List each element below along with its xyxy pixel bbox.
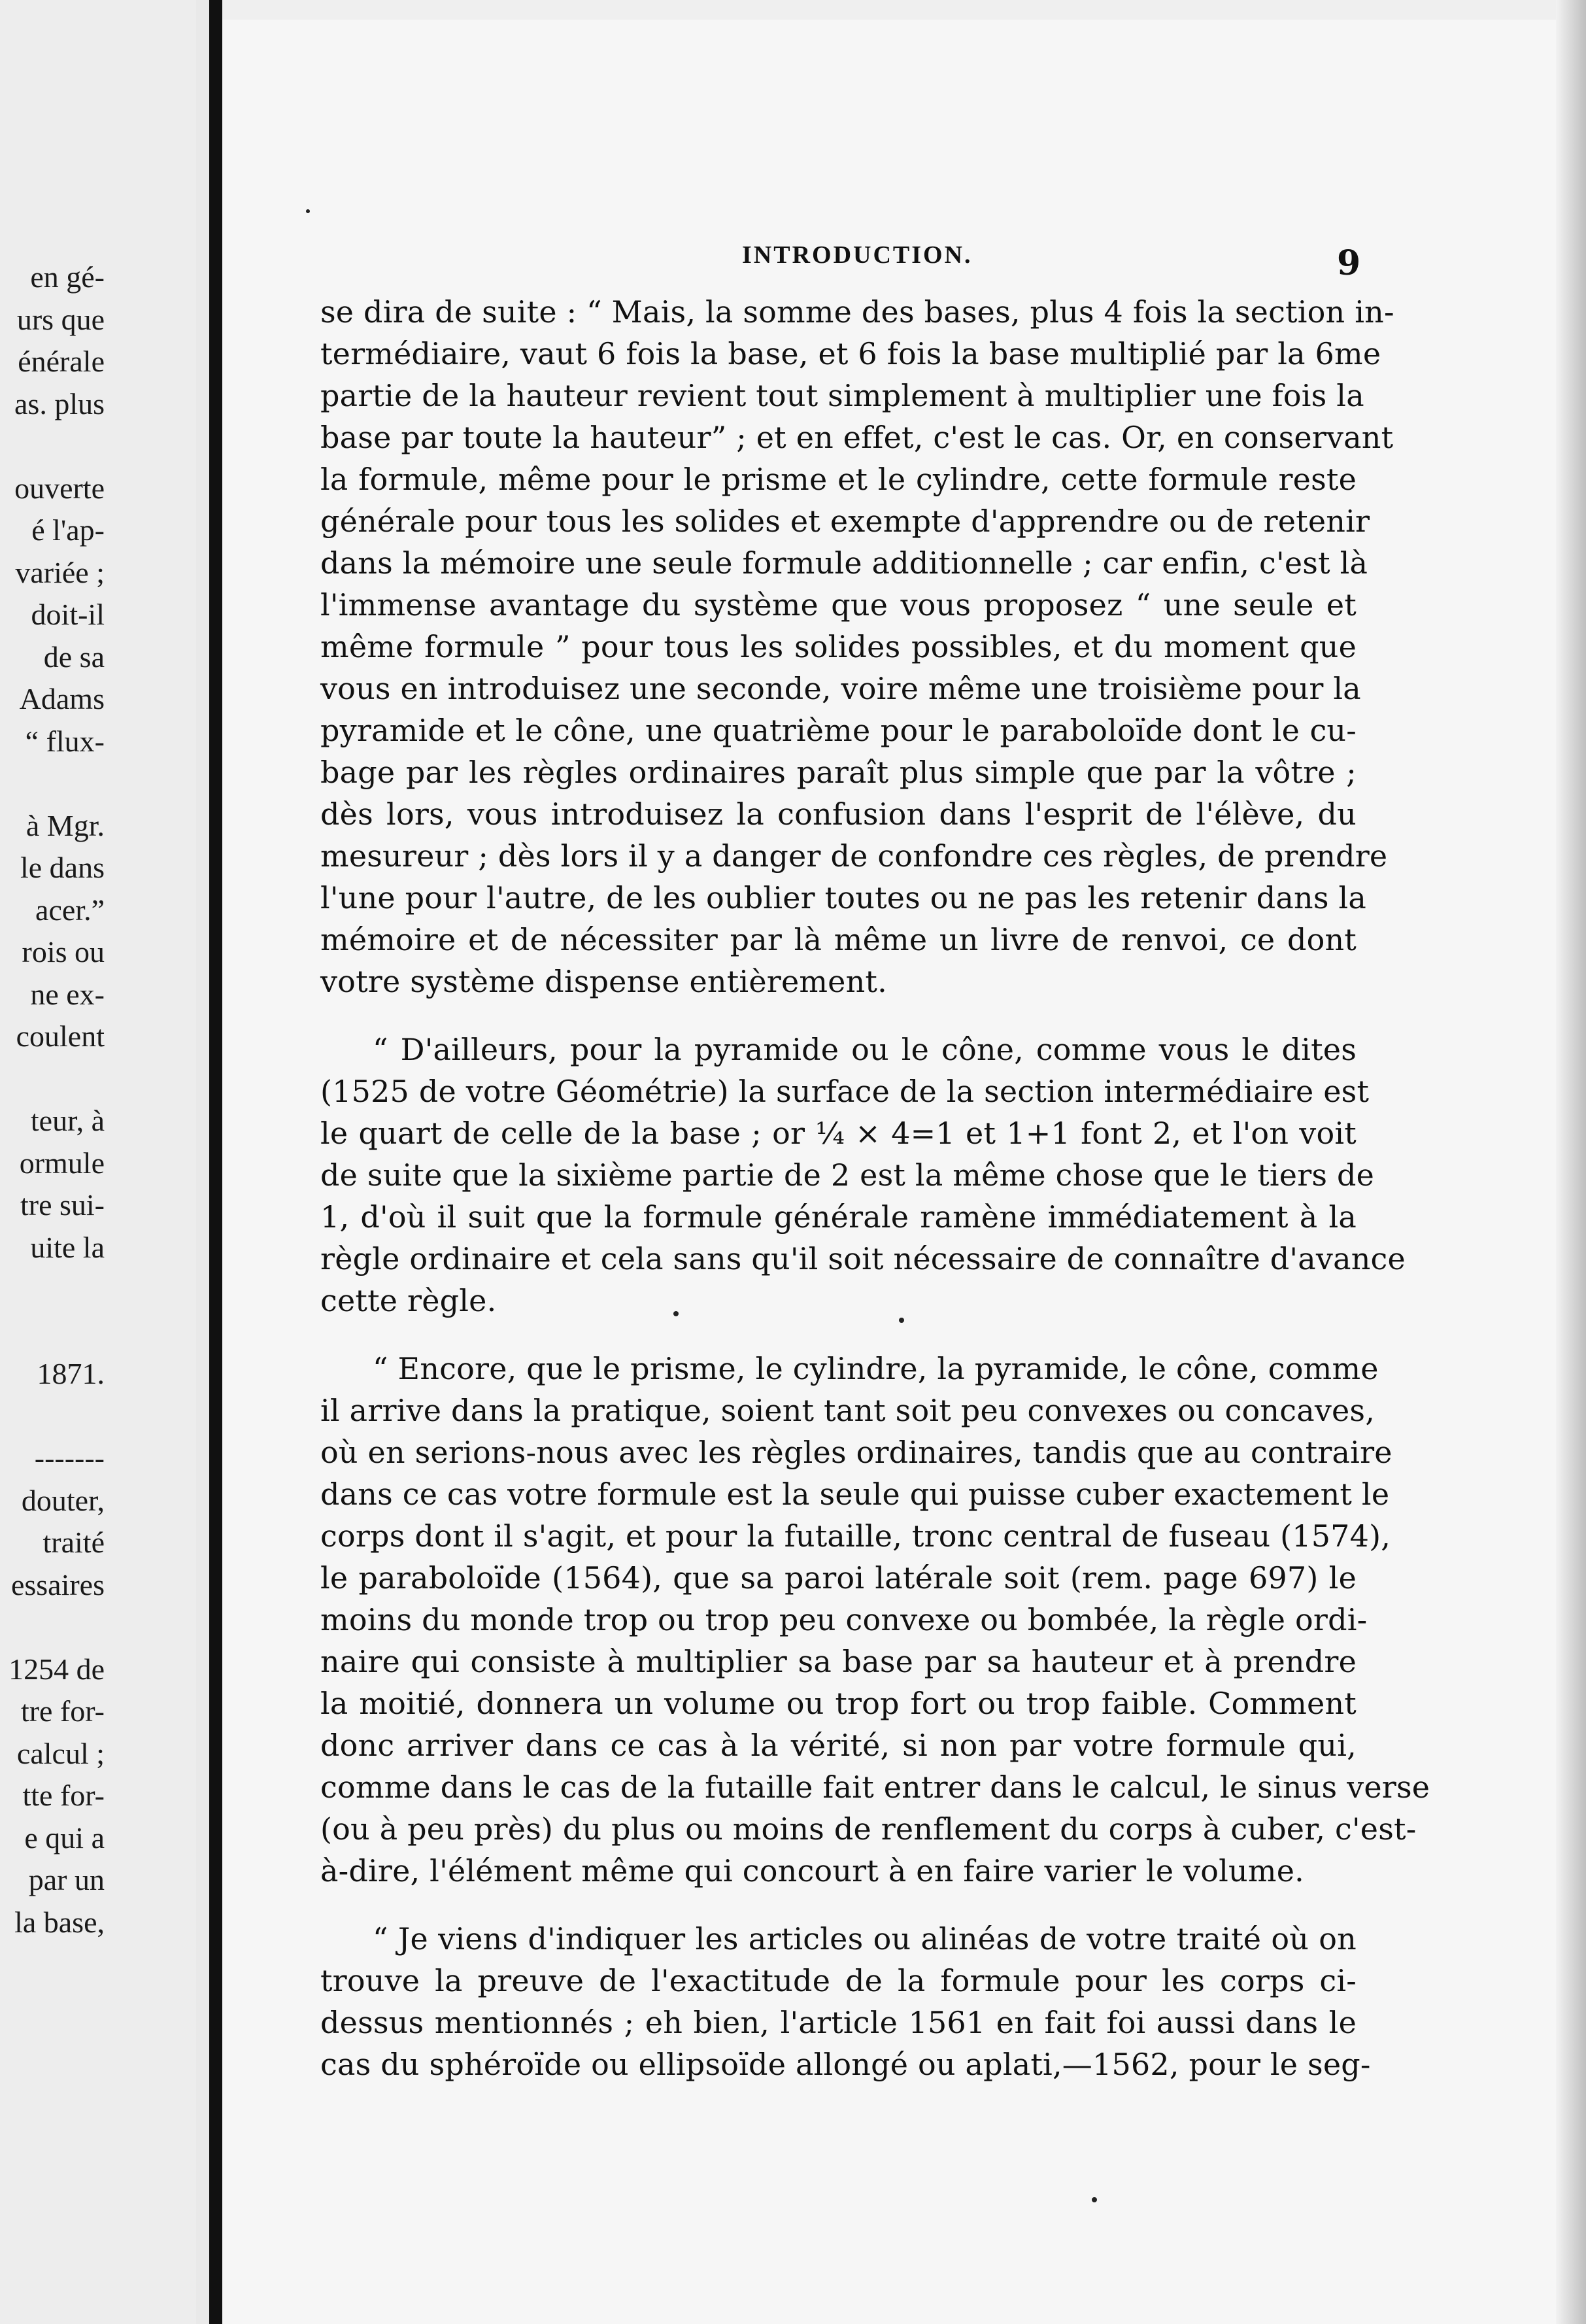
text-line: dans la mémoire une seule formule additionnelle ; car enfin, c'est là: [320, 545, 1368, 581]
ink-speck: [306, 209, 310, 213]
text-line: mesureur ; dès lors il y a danger de confondre ces règles, de prendre: [320, 838, 1388, 874]
prev-page-line: e qui a: [24, 1820, 105, 1854]
prev-page-line: teur, à: [30, 1104, 105, 1137]
prev-page-line: énérale: [18, 345, 105, 378]
prev-page-line: 1254 de: [8, 1652, 105, 1686]
prev-page-line: -------: [34, 1441, 105, 1475]
prev-page-line: 1871.: [37, 1357, 105, 1390]
prev-page-line: “ flux-: [25, 724, 105, 758]
prev-page-line: de sa: [43, 640, 105, 674]
text-line: cas du sphéroïde ou ellipsoïde allongé ou aplati,—1562, pour le seg-: [320, 2047, 1371, 2082]
text-line: où en serions-nous avec les règles ordinaires, tandis que au contraire: [320, 1435, 1392, 1470]
prev-page-line: traité: [42, 1526, 105, 1559]
text-line: naire qui consiste à multiplier sa base par sa hauteur et à prendre: [320, 1644, 1357, 1679]
text-line: corps dont il s'agit, et pour la futaille, tronc central de fuseau (1574),: [320, 1518, 1391, 1554]
prev-page-line: en gé-: [30, 260, 105, 294]
text-line: il arrive dans la pratique, soient tant soit peu convexes ou concaves,: [320, 1393, 1375, 1428]
book-spine-shadow: [209, 0, 222, 2324]
text-line: vous en introduisez une seconde, voire même une troisième pour la: [320, 671, 1361, 706]
text-line: générale pour tous les solides et exempte d'apprendre ou de retenir: [320, 504, 1370, 539]
text-line: le paraboloïde (1564), que sa paroi latérale soit (rem. page 697) le: [320, 1560, 1357, 1596]
ink-speck: [1092, 2197, 1097, 2202]
text-line: de suite que la sixième partie de 2 est la même chose que le tiers de: [320, 1157, 1375, 1193]
prev-page-line: à Mgr.: [25, 808, 105, 842]
text-line: la moitié, donnera un volume ou trop fort ou trop faible. Comment: [320, 1686, 1357, 1721]
text-line: votre système dispense entièrement.: [320, 964, 887, 999]
prev-page-line: calcul ;: [16, 1736, 105, 1770]
prev-page-line: ouverte: [14, 471, 105, 505]
prev-page-line: doit-il: [31, 598, 105, 631]
prev-page-line: as. plus: [14, 386, 105, 420]
text-line: pyramide et le cône, une quatrième pour le paraboloïde dont le cu-: [320, 713, 1357, 748]
text-line: dès lors, vous introduisez la confusion dans l'esprit de l'élève, du: [320, 796, 1357, 832]
prev-page-line: la base,: [14, 1905, 105, 1939]
paragraph: [320, 291, 1394, 1002]
text-line: base par toute la hauteur” ; et en effet, c'est le cas. Or, en conservant: [320, 420, 1394, 455]
text-line: (ou à peu près) du plus ou moins de renflement du corps à cuber, c'est-: [320, 1811, 1417, 1847]
text-line: l'une pour l'autre, de les oublier toutes ou ne pas les retenir dans la: [320, 880, 1367, 915]
text-line: se dira de suite : “ Mais, la somme des bases, plus 4 fois la section in-: [320, 294, 1394, 330]
page-edge: [1556, 0, 1586, 2324]
paragraph: [320, 1029, 1406, 1322]
prev-page-line: uite la: [30, 1230, 105, 1264]
prev-page-line: ormule: [19, 1146, 105, 1180]
text-line: l'immense avantage du système que vous proposez “ une seule et: [320, 587, 1357, 623]
paragraph: [320, 1918, 1371, 2085]
prev-page-line: urs que: [16, 302, 105, 336]
text-line: partie de la hauteur revient tout simplement à multiplier une fois la: [320, 378, 1364, 413]
ink-speck: [899, 1318, 904, 1323]
prev-page-line: tte for-: [22, 1779, 105, 1812]
ink-speck: [673, 1311, 679, 1316]
prev-page-line: rois ou: [22, 935, 105, 968]
prev-page-line: ne ex-: [30, 977, 105, 1011]
text-line: mémoire et de nécessiter par là même un livre de renvoi, ce dont: [320, 922, 1357, 957]
prev-page-line: coulent: [16, 1019, 105, 1053]
text-line: moins du monde trop ou trop peu convexe ou bombée, la règle ordi-: [320, 1602, 1368, 1637]
text-line: cette règle.: [320, 1283, 497, 1318]
prev-page-line: variée ;: [15, 555, 105, 589]
text-line: (1525 de votre Géométrie) la surface de la section intermédiaire est: [320, 1074, 1370, 1109]
text-line: “ D'ailleurs, pour la pyramide ou le cône, comme vous le dites: [373, 1032, 1357, 1067]
previous-page-fragment: [0, 0, 196, 2324]
running-head: INTRODUCTION.: [742, 241, 973, 269]
text-line: trouve la preuve de l'exactitude de la formule pour les corps ci-: [320, 1963, 1357, 1998]
text-line: dessus mentionnés ; eh bien, l'article 1561 en fait foi aussi dans le: [320, 2005, 1357, 2040]
text-line: termédiaire, vaut 6 fois la base, et 6 fois la base multiplié par la 6me: [320, 336, 1381, 371]
text-line: dans ce cas votre formule est la seule qui puisse cuber exactement le: [320, 1477, 1390, 1512]
paragraph: [320, 1348, 1430, 1892]
text-line: “ Je viens d'indiquer les articles ou alinéas de votre traité où on: [373, 1921, 1357, 1957]
text-line: le quart de celle de la base ; or ¼ × 4=1 et 1+1 font 2, et l'on voit: [320, 1116, 1357, 1151]
prev-page-line: par un: [28, 1863, 105, 1896]
prev-page-line: acer.”: [35, 893, 105, 927]
text-line: “ Encore, que le prisme, le cylindre, la pyramide, le cône, comme: [373, 1351, 1379, 1386]
prev-page-line: essaires: [10, 1567, 105, 1601]
page-number: 9: [1337, 243, 1361, 283]
text-line: à-dire, l'élément même qui concourt à en faire varier le volume.: [320, 1853, 1304, 1888]
prev-page-line: tre for-: [20, 1694, 105, 1728]
prev-page-line: é l'ap-: [31, 513, 105, 547]
text-line: comme dans le cas de la futaille fait entrer dans le calcul, le sinus verse: [320, 1769, 1430, 1805]
text-line: 1, d'où il suit que la formule générale ramène immédiatement à la: [320, 1199, 1357, 1235]
prev-page-line: douter,: [21, 1483, 105, 1517]
body-text: [320, 291, 1430, 2111]
prev-page-line: le dans: [20, 851, 105, 884]
prev-page-line: tre sui-: [20, 1188, 105, 1222]
text-line: même formule ” pour tous les solides possibles, et du moment que: [320, 629, 1357, 664]
text-line: règle ordinaire et cela sans qu'il soit nécessaire de connaître d'avance: [320, 1241, 1406, 1276]
prev-page-line: Adams: [19, 682, 105, 715]
text-line: donc arriver dans ce cas à la vérité, si non par votre formule qui,: [320, 1728, 1357, 1763]
text-line: la formule, même pour le prisme et le cylindre, cette formule reste: [320, 462, 1357, 497]
text-line: bage par les règles ordinaires paraît plus simple que par la vôtre ;: [320, 755, 1357, 790]
current-page: [222, 20, 1556, 2324]
